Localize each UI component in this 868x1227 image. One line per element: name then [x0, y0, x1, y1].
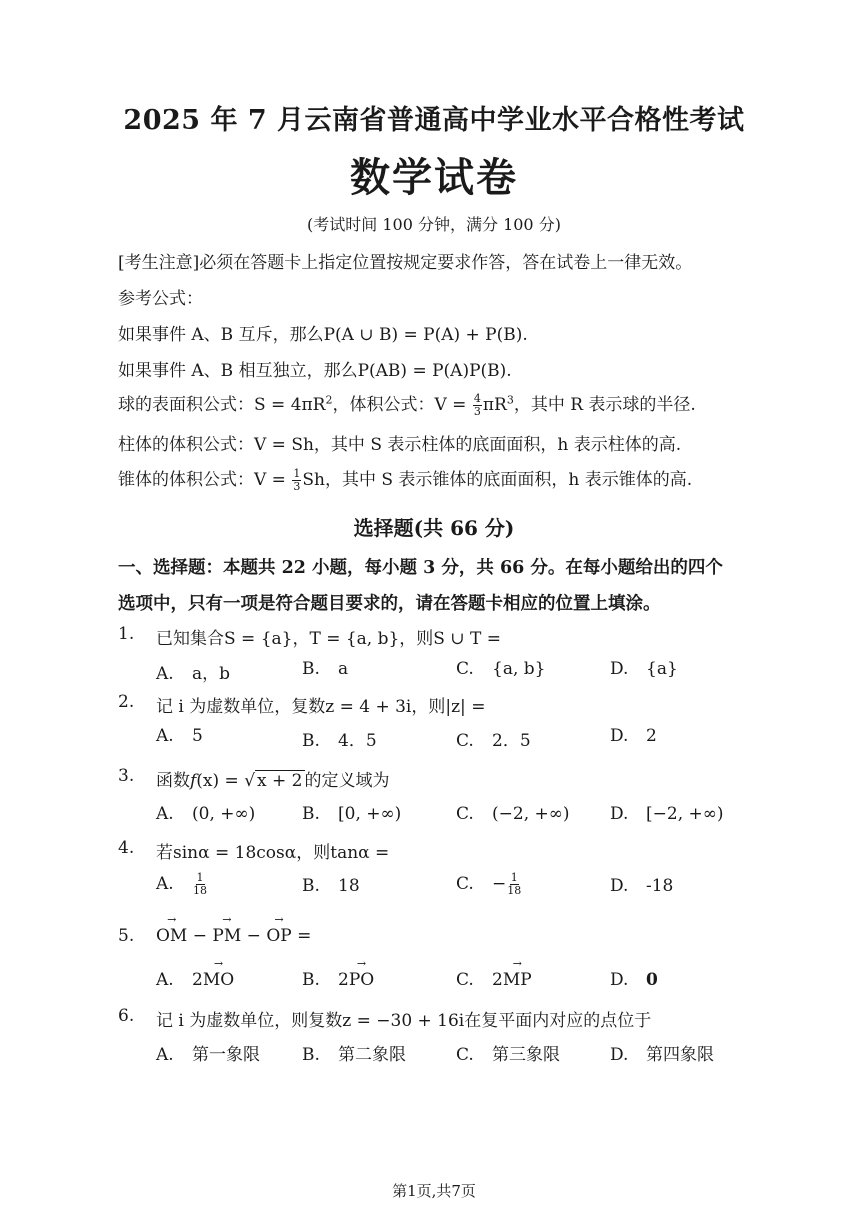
- option-text: {a, b}: [492, 659, 546, 679]
- fraction-one-third: [292, 468, 301, 493]
- option-text: 18: [338, 876, 360, 896]
- option-d: [610, 659, 678, 679]
- option-d: [610, 804, 724, 824]
- option-text: a: [338, 659, 349, 679]
- option-text: 2．5: [492, 731, 531, 751]
- radicand: x + 2: [257, 771, 303, 791]
- section-heading: 选择题(共 66 分): [353, 516, 515, 540]
- question-stem: [156, 926, 311, 946]
- formula-sphere-part4: ，其中 R 表示球的半径.: [513, 395, 696, 415]
- formula-mutually-exclusive: 如果事件 A、B 互斥，那么P(A ∪ B) = P(A) + P(B).: [118, 325, 528, 345]
- vector-om: → OM: [156, 926, 187, 946]
- option-text: a，b: [192, 664, 231, 684]
- option-key: A.: [156, 874, 174, 894]
- stem-math: (x) = √: [196, 771, 256, 791]
- minus-sign: −: [241, 926, 267, 946]
- option-key: B.: [302, 804, 320, 824]
- question-stem: 记 i 为虚数单位，复数z = 4 + 3i，则|z| =: [156, 697, 486, 717]
- option-key: D.: [610, 876, 629, 896]
- option-c: [456, 804, 570, 824]
- option-key: C.: [456, 874, 474, 894]
- option-d: [610, 970, 658, 990]
- option-text: (0, +∞): [192, 804, 256, 824]
- question-number: 3.: [118, 766, 135, 786]
- option-key: C.: [456, 804, 474, 824]
- option-key: B.: [302, 876, 320, 896]
- page-footer: 第1页,共7页: [392, 1182, 476, 1200]
- question-number: 2.: [118, 692, 135, 712]
- vector-po: → PO: [349, 970, 374, 990]
- option-key: C.: [456, 731, 474, 751]
- paper-subtitle: 数学试卷: [350, 154, 518, 201]
- vector-coefficient: 2: [338, 970, 349, 990]
- option-key: A.: [156, 664, 174, 684]
- formula-independent: 如果事件 A、B 相互独立，那么P(AB) = P(A)P(B).: [118, 361, 512, 381]
- option-text: (−2, +∞): [492, 804, 570, 824]
- option-b: [302, 726, 377, 751]
- formula-prism: 柱体的体积公式：V = Sh，其中 S 表示柱体的底面面积，h 表示柱体的高.: [118, 435, 682, 455]
- option-text: 4．5: [338, 731, 377, 751]
- stem-text: 函数: [156, 771, 190, 791]
- option-key: A.: [156, 1045, 174, 1065]
- option-b: [302, 804, 401, 824]
- option-key: C.: [456, 1045, 474, 1065]
- question-number: 5.: [118, 926, 135, 946]
- option-text: 2: [646, 726, 657, 746]
- option-a: [156, 872, 208, 897]
- question-stem: 若sinα = 18cosα，则tanα =: [156, 843, 390, 863]
- formula-sphere: [118, 390, 696, 418]
- formula-sphere-exp2: 2: [325, 393, 333, 407]
- formula-cone-part2: Sh，其中 S 表示锥体的底面面积，h 表示锥体的高.: [302, 470, 693, 490]
- option-b: [302, 876, 360, 896]
- option-key: D.: [610, 659, 629, 679]
- question-stem: 已知集合S = {a}，T = {a, b}，则S ∪ T =: [156, 629, 501, 649]
- candidate-notice: [考生注意]必须在答题卡上指定位置按规定要求作答，答在试卷上一律无效。: [118, 253, 693, 273]
- vector-coefficient: 2: [492, 970, 503, 990]
- fraction-denominator: 3: [473, 405, 481, 418]
- fraction-denominator: 3: [293, 480, 301, 493]
- vector-op: → OP: [266, 926, 291, 946]
- section-instruction-1: 一、选择题：本题共 22 小题，每小题 3 分，共 66 分。在每小题给出的四个: [118, 558, 723, 578]
- vector-pm: → PM: [212, 926, 241, 946]
- formula-cone-part1: 锥体的体积公式：V =: [118, 470, 292, 490]
- option-a: [156, 1040, 260, 1065]
- option-b: [302, 659, 348, 679]
- question-stem: [156, 766, 390, 791]
- formula-sphere-exp3: 3: [506, 393, 514, 407]
- option-text: [0, +∞): [338, 804, 402, 824]
- vector-coefficient: 2: [192, 970, 203, 990]
- option-c: [456, 1040, 560, 1065]
- formula-heading: 参考公式：: [118, 289, 203, 309]
- fraction-four-thirds: [473, 393, 482, 418]
- option-key: B.: [302, 659, 320, 679]
- equals-sign: =: [291, 926, 312, 946]
- option-key: B.: [302, 970, 320, 990]
- exam-title: 2025 年 7 月云南省普通高中学业水平合格性考试: [123, 105, 745, 136]
- option-key: A.: [156, 726, 174, 746]
- fraction: [507, 872, 521, 897]
- option-text: 第四象限: [646, 1045, 714, 1065]
- option-c: [456, 872, 522, 897]
- option-c: [456, 659, 545, 679]
- option-key: A.: [156, 970, 174, 990]
- option-b: [302, 1040, 406, 1065]
- option-text: {a}: [646, 659, 678, 679]
- formula-sphere-part1: 球的表面积公式：S = 4πR: [118, 395, 326, 415]
- option-key: D.: [610, 1045, 629, 1065]
- formula-sphere-part3: πR: [482, 395, 507, 415]
- option-a: [156, 970, 234, 990]
- fraction: [193, 872, 207, 897]
- question-number: 1.: [118, 624, 135, 644]
- option-text: [−2, +∞): [646, 804, 724, 824]
- option-a: [156, 659, 230, 684]
- option-text: 第二象限: [338, 1045, 406, 1065]
- option-d: [610, 726, 657, 746]
- minus-sign: −: [187, 926, 213, 946]
- option-text: 第一象限: [192, 1045, 260, 1065]
- option-c: [456, 726, 531, 751]
- option-key: B.: [302, 1045, 320, 1065]
- section-instruction-2: 选项中，只有一项是符合题目要求的，请在答题卡相应的位置上填涂。: [118, 594, 661, 614]
- option-key: D.: [610, 970, 629, 990]
- option-sign: −: [492, 874, 507, 894]
- option-text: -18: [646, 876, 674, 896]
- question-number: 6.: [118, 1006, 135, 1026]
- option-text: 5: [192, 726, 203, 746]
- option-a: [156, 726, 203, 746]
- option-key: A.: [156, 804, 174, 824]
- fraction-numerator: 1: [196, 871, 204, 884]
- fraction-denominator: 18: [193, 884, 207, 897]
- option-b: [302, 970, 374, 990]
- option-key: B.: [302, 731, 320, 751]
- option-d: [610, 876, 673, 896]
- fraction-numerator: 4: [473, 392, 481, 405]
- function-name: f: [190, 771, 197, 791]
- exam-time-note: (考试时间 100 分钟，满分 100 分): [307, 215, 561, 234]
- vector-mo: → MO: [203, 970, 234, 990]
- question-number: 4.: [118, 838, 135, 858]
- option-key: D.: [610, 726, 629, 746]
- option-a: [156, 804, 255, 824]
- fraction-numerator: 1: [510, 871, 518, 884]
- option-d: [610, 1040, 714, 1065]
- option-key: D.: [610, 804, 629, 824]
- option-c: [456, 970, 532, 990]
- question-stem: 记 i 为虚数单位，则复数z = −30 + 16i在复平面内对应的点位于: [156, 1011, 652, 1031]
- vector-mp: → MP: [503, 970, 532, 990]
- zero-vector: 0: [646, 970, 658, 990]
- formula-cone: [118, 465, 692, 493]
- formula-sphere-part2: ，体积公式：V =: [332, 395, 472, 415]
- option-text: 第三象限: [492, 1045, 560, 1065]
- option-key: C.: [456, 659, 474, 679]
- fraction-denominator: 18: [507, 884, 522, 897]
- option-key: C.: [456, 970, 474, 990]
- stem-text: 的定义域为: [304, 771, 390, 791]
- fraction-numerator: 1: [293, 467, 301, 480]
